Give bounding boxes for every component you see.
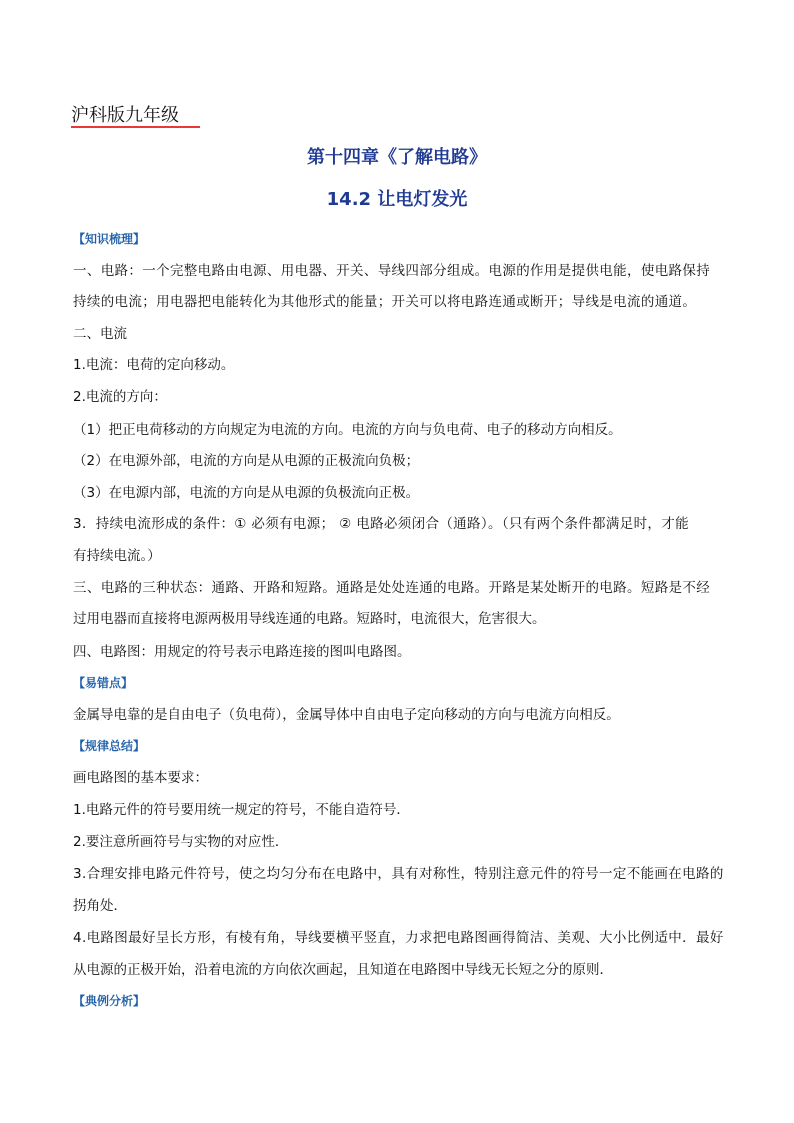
chapter-title: 第十四章《了解电路》 (307, 147, 487, 168)
rules-line: 2.要注意所画符号与实物的对应性． (73, 834, 289, 850)
knowledge-line: 2.电流的方向： (73, 389, 167, 405)
knowledge-line: 有持续电流。） (73, 548, 161, 564)
rules-line: 4.电路图最好呈长方形，有棱有角，导线要横平竖直，力求把电路图画得简洁、美观、大小比例适中．最好 (73, 930, 724, 946)
rules-line: 拐角处． (73, 898, 127, 914)
rules-tag: 【规律总结】 (73, 739, 146, 753)
section-title: 14.2 让电灯发光 (326, 189, 468, 210)
knowledge-line: 四、电路图：用规定的符号表示电路连接的图叫电路图。 (73, 644, 411, 660)
knowledge-line: 3．持续电流形成的条件：① 必须有电源； ② 电路必须闭合（通路）。（只有两个条件都满足时，才能 (73, 516, 689, 532)
knowledge-tag: 【知识梳理】 (73, 232, 146, 246)
rules-line: 3.合理安排电路元件符号，使之均匀分布在电路中，具有对称性，特别注意元件的符号一定不能画在电路的 (73, 866, 724, 882)
knowledge-line: （2）在电源外部，电流的方向是从电源的正极流向负极； (73, 453, 420, 469)
examples-tag: 【典例分析】 (73, 994, 146, 1008)
grade-underline (71, 126, 200, 128)
rules-line: 从电源的正极开始，沿着电流的方向依次画起，且知道在电路图中导线无长短之分的原则． (73, 962, 613, 978)
knowledge-line: 持续的电流；用电器把电能转化为其他形式的能量；开关可以将电路连通或断开；导线是电流的通道。 (73, 294, 697, 310)
knowledge-line: （1）把正电荷移动的方向规定为电流的方向。电流的方向与负电荷、电子的移动方向相反。 (73, 422, 622, 438)
mistakes-line: 金属导电靠的是自由电子（负电荷），金属导体中自由电子定向移动的方向与电流方向相反。 (73, 707, 620, 723)
grade-label: 沪科版九年级 (71, 105, 179, 126)
knowledge-line: （3）在电源内部，电流的方向是从电源的负极流向正极。 (73, 485, 420, 501)
knowledge-line: 一、电路：一个完整电路由电源、用电器、开关、导线四部分组成。电源的作用是提供电能，使电路保持 (73, 263, 711, 279)
knowledge-line: 二、电流 (73, 326, 127, 342)
knowledge-line: 1.电流：电荷的定向移动。 (73, 357, 235, 373)
rules-line: 1.电路元件的符号要用统一规定的符号，不能自造符号． (73, 802, 410, 818)
rules-line: 画电路图的基本要求： (73, 770, 208, 786)
mistakes-tag: 【易错点】 (73, 676, 134, 690)
knowledge-line: 过用电器而直接将电源两极用导线连通的电路。短路时，电流很大，危害很大。 (73, 611, 546, 627)
knowledge-line: 三、电路的三种状态：通路、开路和短路。通路是处处连通的电路。开路是某处断开的电路。短路是不经 (73, 580, 711, 596)
